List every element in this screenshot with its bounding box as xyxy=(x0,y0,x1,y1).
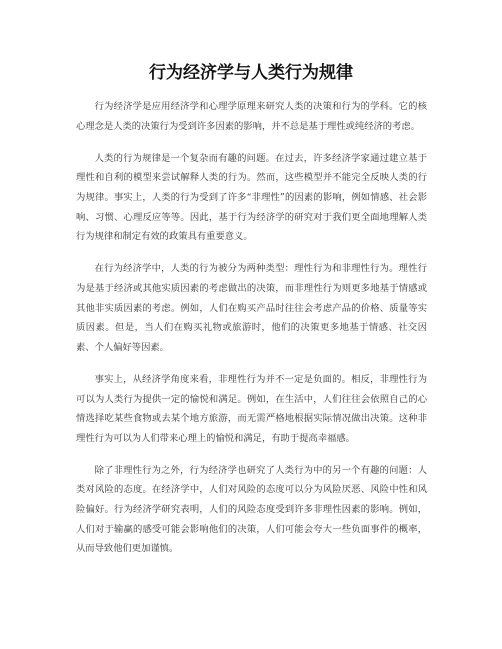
paragraph-1: 行为经济学是应用经济学和心理学原理来研究人类的决策和行为的学科。它的核心理念是人类的决策行为受到许多因素的影响，并不总是基于理性或纯经济的考虑。 xyxy=(76,101,427,132)
paragraph-3: 在行为经济学中，人类的行为被分为两种类型：理性行为和非理性行为。理性行为是基于经济或其他实质因素的考虑做出的决策，而非理性行为则更多地基于情感或其他非实质因素的考虑。例如，人们在购买产品时往往会考虑产品的价格、质量等实质因素。但是，当人们在购买礼物或旅游时，他们的决策更多地基于情感、社交因素、个人偏好等因素。 xyxy=(76,263,427,353)
paragraph-5: 除了非理性行为之外，行为经济学也研究了人类行为中的另一个有趣的问题：人类对风险的态度。在经济学中，人们对风险的态度可以分为风险厌恶、风险中性和风险偏好。行为经济学研究表明，人们的风险态度受到许多非理性因素的影响。例如，人们对于输赢的感受可能会影响他们的决策，人们可能会夸大一些负面事件的概率，从而导致他们更加谨慎。 xyxy=(76,464,427,555)
paragraph-4: 事实上，从经济学角度来看，非理性行为并不一定是负面的。相反，非理性行为可以为人类行为提供一定的愉悦和满足。例如，在生活中，人们往往会依照自己的心情选择吃某些食物或去某个地方旅游，而无需严格地根据实际情况做出决策。这种非理性行为可以为人们带来心理上的愉悦和满足，有助于提高幸福感。 xyxy=(76,373,427,444)
document-body xyxy=(76,97,427,571)
paragraph-2: 人类的行为规律是一个复杂而有趣的问题。在过去，许多经济学家通过建立基于理性和自利的模型来尝试解释人类的行为。然而，这些模型并不能完全反映人类的行为规律。事实上，人类的行为受到了许多“非理性”的因素的影响，例如情感、社会影响、习惯、心理反应等等。因此，基于行为经济学的研究对于我们更全面地理解人类行为规律和制定有效的政策具有重要意义。 xyxy=(76,152,427,243)
document-title: 行为经济学与人类行为规律 xyxy=(149,63,353,83)
